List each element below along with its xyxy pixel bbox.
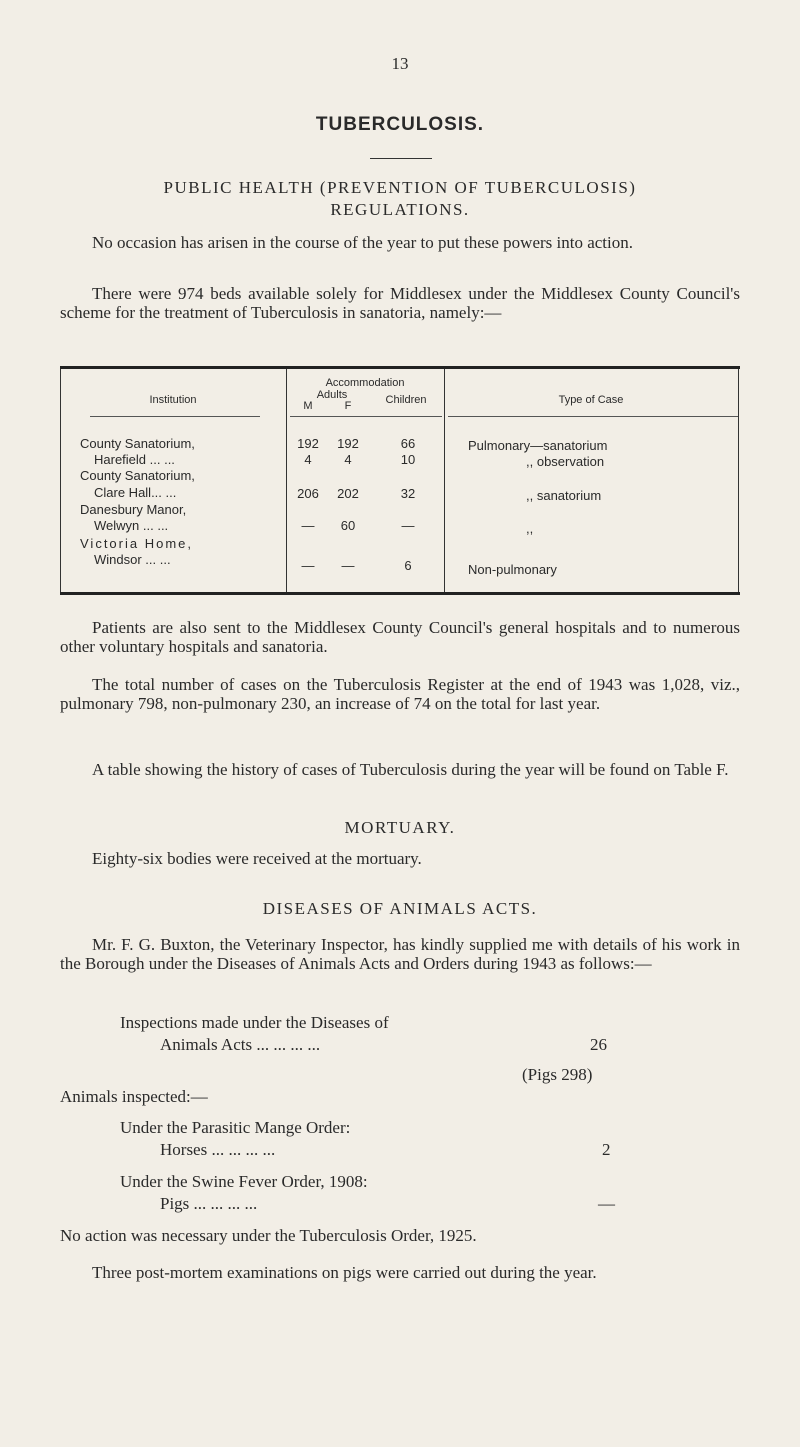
- row1-f-1: 192: [337, 436, 359, 451]
- paragraph-no-occasion-text: No occasion has arisen in the course of the year to put these powers into action.: [92, 233, 634, 252]
- paragraph-no-action: [60, 1226, 740, 1245]
- row3-institution-line2: Welwyn ... ...: [94, 518, 169, 533]
- paragraph-no-occasion: [60, 233, 740, 252]
- title-divider: [370, 158, 432, 159]
- header-f: F: [344, 400, 352, 412]
- row1-institution-line1: County Sanatorium,: [80, 436, 195, 451]
- table-header-rule-1: [90, 416, 260, 417]
- inspections-line2: Animals Acts ... ... ... ...: [160, 1035, 321, 1054]
- row2-institution-line2: Clare Hall... ...: [94, 485, 177, 500]
- paragraph-table-f: [60, 760, 740, 779]
- paragraph-beds-text: There were 974 beds available solely for Middlesex under the Middlesex County Council's scheme for the treatment of Tuberculosis in sanatoria, namely:—: [60, 284, 740, 322]
- row1-type-2: ,, observation: [526, 454, 605, 469]
- row1-type-1: Pulmonary—sanatorium: [468, 438, 608, 453]
- row4-type: Non-pulmonary: [468, 562, 557, 577]
- row4-m: —: [301, 558, 315, 573]
- row1-children-1: 66: [400, 436, 416, 451]
- row2-type: ,, sanatorium: [526, 488, 602, 503]
- page-title: TUBERCULOSIS.: [315, 114, 485, 135]
- table-top-rule: [60, 366, 740, 369]
- row1-m-2: 4: [304, 452, 312, 467]
- header-children: Children: [385, 394, 427, 406]
- row1-m-1: 192: [297, 436, 319, 451]
- table-header-rule-3: [448, 416, 738, 417]
- swine-fever-value: —: [598, 1194, 615, 1213]
- paragraph-patients-text: Patients are also sent to the Middlesex County Council's general hospitals and to numerous other voluntary hospitals and sanatoria.: [60, 618, 740, 656]
- row4-institution-line2: Windsor ... ...: [94, 552, 171, 567]
- row3-type: ,,: [526, 521, 534, 536]
- table-header-rule-2: [290, 416, 442, 417]
- row1-children-2: 10: [400, 452, 416, 467]
- row3-f: 60: [340, 518, 356, 533]
- row4-f: —: [341, 558, 355, 573]
- paragraph-mortuary: [60, 849, 740, 868]
- row2-institution-line1: County Sanatorium,: [80, 468, 195, 483]
- paragraph-buxton-text: Mr. F. G. Buxton, the Veterinary Inspector, has kindly supplied me with details of his work in the Borough under the Diseases of Animals Acts and Orders during 1943 as follows:—: [60, 935, 740, 973]
- row4-children: 6: [404, 558, 412, 573]
- animals-inspected-label: Animals inspected:—: [60, 1087, 208, 1106]
- header-adults: Adults: [316, 389, 348, 401]
- swine-fever-line2: Pigs ... ... ... ...: [160, 1194, 258, 1213]
- inspections-value: 26: [590, 1035, 607, 1054]
- animals-heading: DISEASES OF ANIMALS ACTS.: [262, 899, 538, 918]
- paragraph-no-action-text: No action was necessary under the Tuberculosis Order, 1925.: [60, 1226, 477, 1245]
- row1-institution-line2: Harefield ... ...: [94, 452, 175, 467]
- header-accommodation: Accommodation: [325, 377, 405, 389]
- table-right-border: [738, 369, 739, 592]
- mortuary-heading: MORTUARY.: [344, 818, 456, 837]
- regulations-heading-line1: PUBLIC HEALTH (PREVENTION OF TUBERCULOSIS): [163, 178, 637, 197]
- mange-order-value: 2: [602, 1140, 611, 1159]
- header-type-of-case: Type of Case: [558, 394, 624, 406]
- paragraph-beds: [60, 284, 740, 322]
- mange-order-line2: Horses ... ... ... ...: [160, 1140, 276, 1159]
- regulations-heading-line2: REGULATIONS.: [330, 200, 470, 219]
- header-m: M: [303, 400, 313, 412]
- paragraph-total: [60, 675, 740, 713]
- page-number: 13: [391, 54, 409, 73]
- paragraph-table-f-text: A table showing the history of cases of Tuberculosis during the year will be found on Table F.: [92, 760, 729, 779]
- row4-institution-line1: Victoria Home,: [80, 536, 194, 551]
- paragraph-mortuary-text: Eighty-six bodies were received at the mortuary.: [92, 849, 422, 868]
- sanatoria-table: [60, 366, 740, 595]
- row3-m: —: [301, 518, 315, 533]
- swine-fever-line1: Under the Swine Fever Order, 1908:: [120, 1172, 368, 1191]
- paragraph-patients: [60, 618, 740, 656]
- row3-institution-line1: Danesbury Manor,: [80, 502, 187, 517]
- row2-f: 202: [337, 486, 359, 501]
- mange-order-line1: Under the Parasitic Mange Order:: [120, 1118, 351, 1137]
- inspections-line1: Inspections made under the Diseases of: [120, 1013, 389, 1032]
- paragraph-postmortem: [60, 1263, 740, 1282]
- header-institution: Institution: [149, 394, 197, 406]
- pigs-note: (Pigs 298): [522, 1065, 593, 1084]
- row2-children: 32: [400, 486, 416, 501]
- row1-f-2: 4: [344, 452, 352, 467]
- paragraph-buxton: [60, 935, 740, 973]
- paragraph-postmortem-text: Three post-mortem examinations on pigs were carried out during the year.: [92, 1263, 597, 1282]
- row2-m: 206: [297, 486, 319, 501]
- paragraph-total-text: The total number of cases on the Tuberculosis Register at the end of 1943 was 1,028, viz., pulmonary 798, non-pulmonary 230, an increase of 74 on the total for last year.: [60, 675, 740, 713]
- table-bottom-rule: [60, 592, 740, 595]
- row3-children: —: [401, 518, 415, 533]
